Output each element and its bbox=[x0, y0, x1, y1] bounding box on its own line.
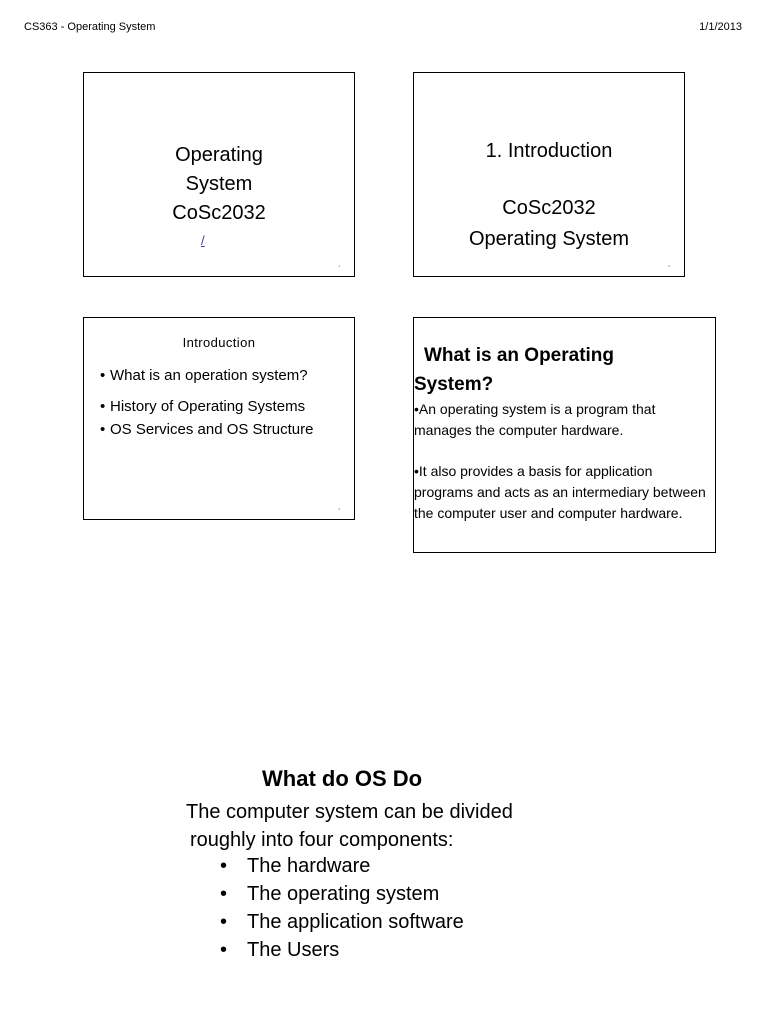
header-date: 1/1/2013 bbox=[699, 21, 742, 33]
slide-3-title: Introduction bbox=[182, 335, 256, 350]
component-item: • The Users bbox=[220, 936, 464, 964]
slide-2-title: 1. Introduction bbox=[485, 140, 613, 162]
slide-2-subtitle-line: Operating System bbox=[468, 228, 630, 250]
slide-3-number: 3 bbox=[338, 507, 340, 511]
slide-2-number: 2 bbox=[668, 264, 670, 268]
slide-3-bullet: • OS Services and OS Structure bbox=[100, 421, 348, 438]
slide-4-paragraph: •An operating system is a program that manages the computer hardware. bbox=[414, 401, 656, 438]
slide-4-title: What is an Operating System? bbox=[414, 345, 615, 395]
slide-1-title bbox=[84, 141, 354, 228]
section-intro bbox=[186, 798, 513, 854]
section-title: What do OS Do bbox=[262, 766, 423, 791]
slide-3-bullet: • History of Operating Systems bbox=[100, 398, 348, 415]
slide-3-bullet: • What is an operation system? bbox=[100, 367, 348, 384]
components-list bbox=[220, 852, 464, 964]
slide-1-thumbnail bbox=[83, 72, 355, 277]
slide-4-paragraph: •It also provides a basis for application programs and acts as an intermediary between the computer user and computer hardware. bbox=[414, 463, 706, 521]
slide-1-title-line: CoSc2032 bbox=[172, 202, 266, 224]
section-intro-line: The computer system can be divided bbox=[186, 801, 513, 823]
slide-3-bullet-list bbox=[100, 367, 348, 438]
slide-2-subtitle bbox=[414, 193, 684, 255]
header-course-title: CS363 - Operating System bbox=[24, 21, 156, 33]
slide-2-subtitle-line: CoSc2032 bbox=[502, 197, 596, 219]
slide-1-number: 1 bbox=[338, 264, 340, 268]
slide-1-link[interactable]: / bbox=[201, 233, 205, 248]
slide-4-thumbnail bbox=[413, 317, 716, 553]
section-intro-line: roughly into four components: bbox=[190, 829, 454, 851]
slide-1-title-line: System bbox=[185, 173, 253, 195]
component-item: • The operating system bbox=[220, 880, 464, 908]
slide-1-title-line: Operating bbox=[175, 144, 263, 166]
slide-2-thumbnail bbox=[413, 72, 685, 277]
slide-3-thumbnail bbox=[83, 317, 355, 520]
component-item: • The hardware bbox=[220, 852, 464, 880]
component-item: • The application software bbox=[220, 908, 464, 936]
